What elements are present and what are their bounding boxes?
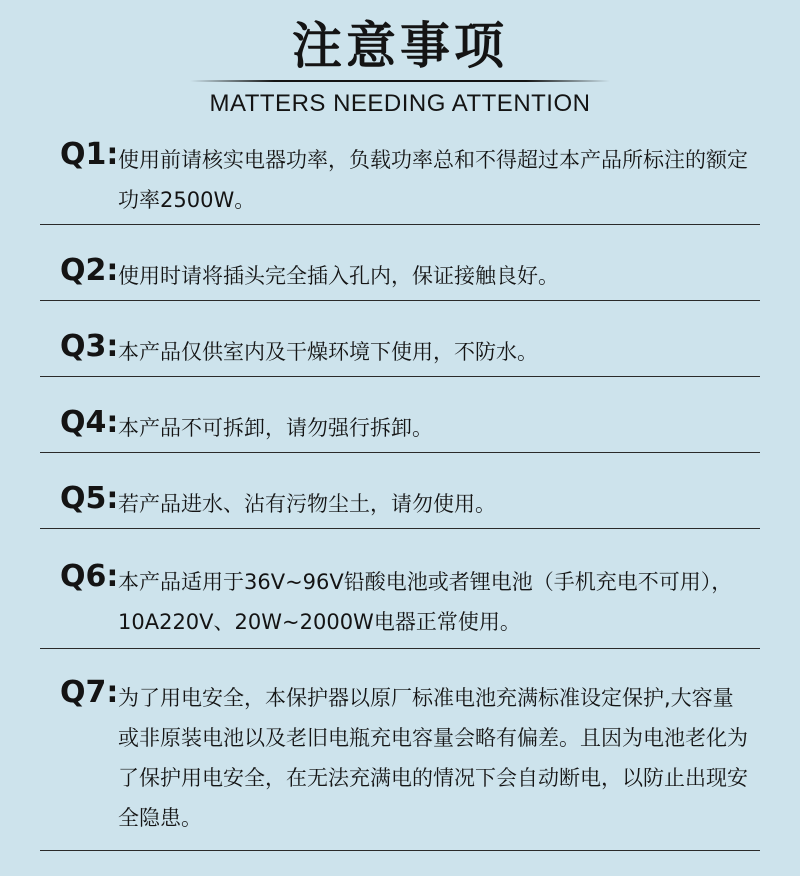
page-title: 注意事项 xyxy=(292,17,508,75)
qa-number: Q7: xyxy=(60,675,119,710)
qa-text: 本产品适用于36V~96V铅酸电池或者锂电池（手机充电不可用），10A220V、20W~2000W电器正常使用。 xyxy=(118,570,733,634)
divider xyxy=(40,648,760,649)
qa-text: 本产品仅供室内及干燥环境下使用，不防水。 xyxy=(118,340,538,364)
divider xyxy=(40,300,760,301)
qa-number: Q3: xyxy=(60,329,119,364)
divider xyxy=(40,452,760,453)
qa-number: Q5: xyxy=(60,481,119,516)
page-subtitle: MATTERS NEEDING ATTENTION xyxy=(209,90,591,117)
divider xyxy=(40,376,760,377)
qa-number: Q2: xyxy=(60,253,119,288)
qa-text: 使用时请将插头完全插入孔内，保证接触良好。 xyxy=(118,264,559,288)
qa-number: Q1: xyxy=(60,137,119,172)
qa-text: 使用前请核实电器功率，负载功率总和不得超过本产品所标注的额定功率2500W。 xyxy=(118,148,748,212)
divider xyxy=(40,224,760,225)
qa-number: Q4: xyxy=(60,405,119,440)
qa-text: 若产品进水、沾有污物尘土，请勿使用。 xyxy=(118,492,496,516)
qa-number: Q6: xyxy=(60,559,119,594)
qa-text: 为了用电安全，本保护器以原厂标准电池充满标准设定保护,大容量或非原装电池以及老旧电瓶充电容量会略有偏差。且因为电池老化为了保护用电安全，在无法充满电的情况下会自动断电，以防止出现安全隐患。 xyxy=(118,686,748,830)
qa-text: 本产品不可拆卸，请勿强行拆卸。 xyxy=(118,416,433,440)
divider xyxy=(40,850,760,851)
divider xyxy=(40,528,760,529)
